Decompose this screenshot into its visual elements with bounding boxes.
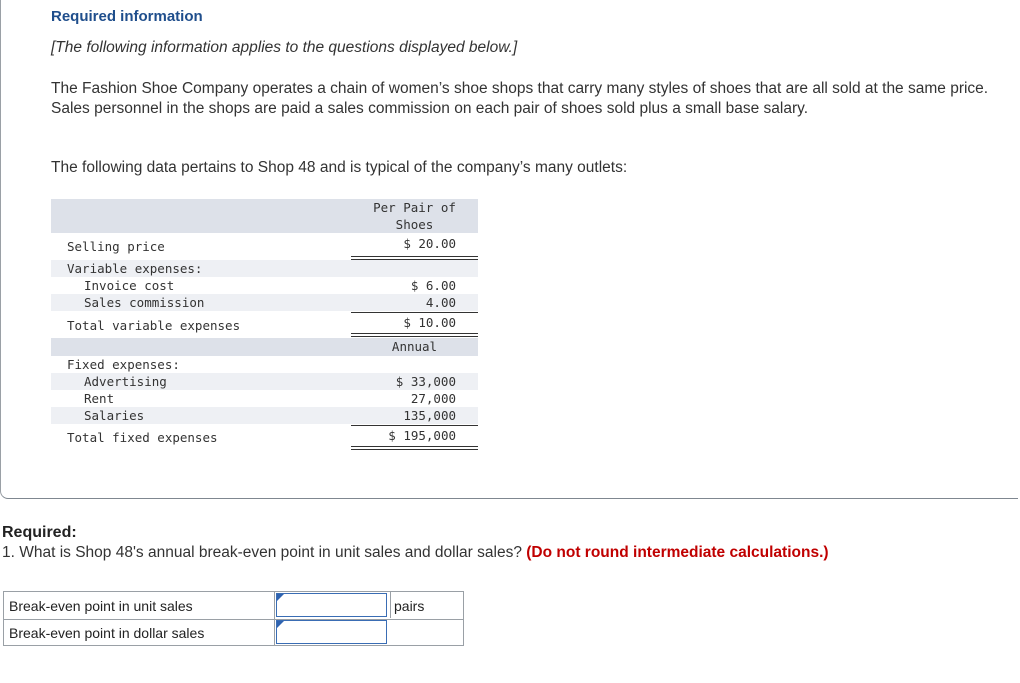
- answer-row-dollar-sales: [4, 619, 463, 646]
- intro-paragraph: The Fashion Shoe Company operates a chain of women’s shoe shops that carry many styles of shoes that are all sold at the same price. Sales personnel in the shops are paid a sales commission on each pair of shoes sold plus a small base salary.: [51, 80, 989, 117]
- cell-marker-icon: [277, 594, 284, 601]
- question-instruction: (Do not round intermediate calculations.): [526, 544, 829, 561]
- annual-header: Annual: [391, 339, 438, 354]
- fixed-expenses-label: Fixed expenses:: [67, 357, 180, 372]
- underline: [351, 333, 478, 334]
- unit-sales-input[interactable]: [276, 593, 387, 617]
- underline: [351, 256, 478, 257]
- panel-title: Required information: [51, 8, 203, 25]
- per-pair-header-line1: Per Pair of: [373, 200, 456, 215]
- total-fixed-value: $ 195,000: [388, 428, 456, 443]
- cell-marker-icon: [277, 621, 284, 628]
- rent-label: Rent: [84, 391, 115, 406]
- total-fixed-label: Total fixed expenses: [67, 430, 218, 445]
- answer-table: [3, 591, 464, 646]
- per-pair-header-line2: Shoes: [395, 217, 434, 232]
- variable-expenses-label: Variable expenses:: [67, 261, 203, 276]
- column-divider: [390, 592, 391, 618]
- panel-note: [The following information applies to the questions displayed below.]: [51, 39, 518, 56]
- advertising-label: Advertising: [84, 374, 167, 389]
- rent-value: 27,000: [410, 391, 456, 406]
- required-heading: Required:: [2, 524, 77, 541]
- underline: [351, 336, 478, 337]
- selling-price-value: $ 20.00: [403, 236, 456, 251]
- dollar-sales-input[interactable]: [276, 620, 387, 644]
- total-variable-value: $ 10.00: [403, 315, 456, 330]
- sales-commission-value: 4.00: [425, 295, 456, 310]
- salaries-label: Salaries: [84, 408, 145, 423]
- question-text: [2, 544, 829, 562]
- answer-row-unit-sales: [4, 592, 463, 620]
- selling-price-label: Selling price: [67, 239, 165, 254]
- invoice-cost-label: Invoice cost: [84, 278, 175, 293]
- underline: [351, 425, 478, 426]
- column-divider: [274, 592, 275, 645]
- underline: [351, 446, 478, 447]
- salaries-value: 135,000: [403, 408, 456, 423]
- advertising-value: $ 33,000: [395, 374, 456, 389]
- unit-sales-unit: pairs: [394, 598, 425, 614]
- sales-commission-label: Sales commission: [84, 295, 205, 310]
- question-body: 1. What is Shop 48's annual break-even point in unit sales and dollar sales?: [2, 544, 522, 561]
- unit-sales-label: Break-even point in unit sales: [9, 598, 193, 614]
- underline: [351, 312, 478, 313]
- dollar-sales-label: Break-even point in dollar sales: [9, 625, 205, 641]
- data-intro: The following data pertains to Shop 48 and is typical of the company’s many outlets:: [51, 159, 628, 176]
- invoice-cost-value: $ 6.00: [410, 278, 456, 293]
- data-table: [51, 199, 478, 459]
- total-variable-label: Total variable expenses: [67, 318, 241, 333]
- underline: [351, 449, 478, 450]
